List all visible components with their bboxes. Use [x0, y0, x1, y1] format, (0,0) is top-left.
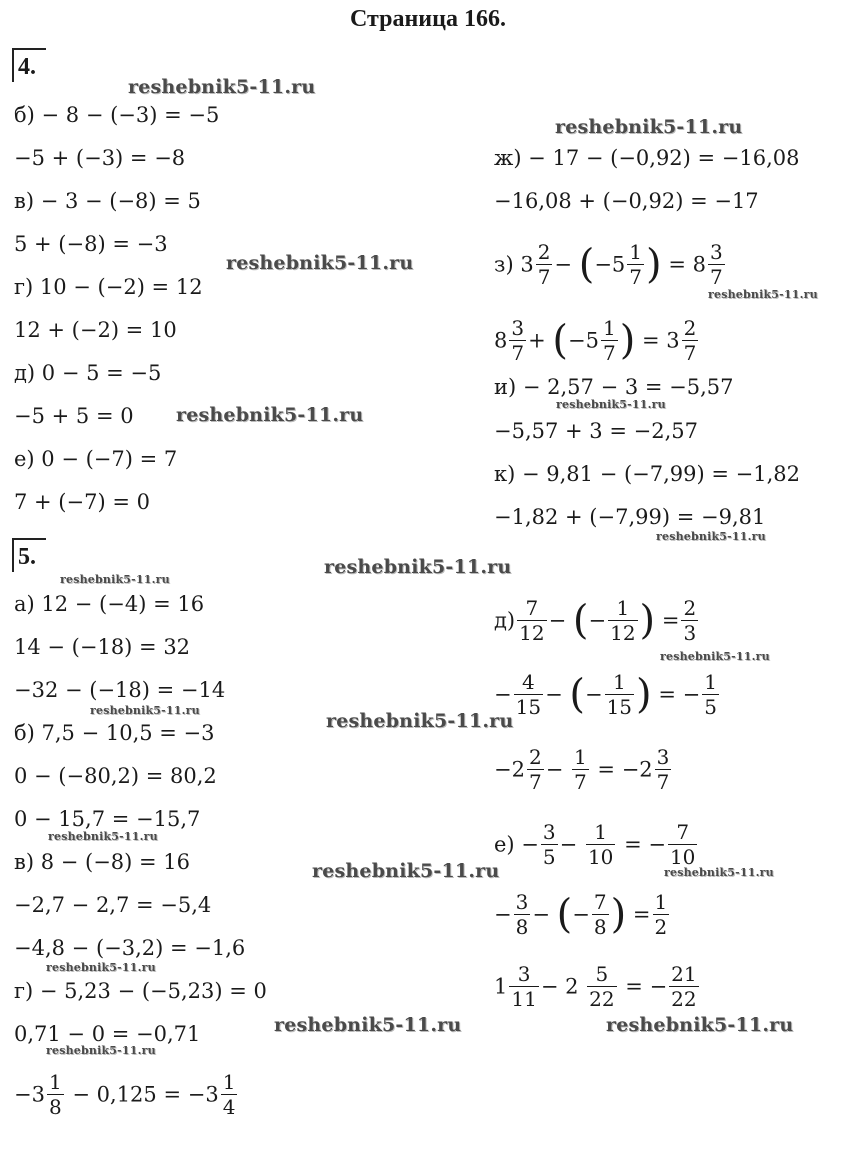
task4-k-line2: −1,82 + (−7,99) = −9,81: [494, 505, 766, 529]
watermark: reshebnik5-11.ru: [656, 530, 766, 543]
task5-b-line1: б) 7,5 − 10,5 = −3: [14, 721, 215, 745]
fraction: $\frac{2}{3}$: [683, 596, 697, 645]
task4-g-line2: 12 + (−2) = 10: [14, 318, 177, 342]
watermark: reshebnik5-11.ru: [46, 1044, 156, 1057]
task4-b-line2: −5 + (−3) = −8: [14, 146, 186, 170]
task4-d-line2: −5 + 5 = 0: [14, 404, 134, 428]
watermark: reshebnik5-11.ru: [48, 830, 158, 843]
fraction: $\frac{1}{4}$: [222, 1070, 236, 1119]
watermark: reshebnik5-11.ru: [664, 866, 774, 879]
task-5-number: 5.: [12, 538, 46, 572]
watermark: reshebnik5-11.ru: [660, 650, 770, 663]
fraction: $\frac{21}{22}$: [671, 962, 697, 1011]
task4-g-line1: г) 10 − (−2) = 12: [14, 275, 203, 299]
watermark: reshebnik5-11.ru: [606, 1014, 794, 1036]
task5-g-line2: 0,71 − 0 = −0,71: [14, 1022, 201, 1046]
watermark: reshebnik5-11.ru: [46, 961, 156, 974]
fraction: $\frac{1}{8}$: [48, 1070, 62, 1119]
watermark: reshebnik5-11.ru: [556, 398, 666, 411]
task5-v-line1: в) 8 − (−8) = 16: [14, 850, 191, 874]
fraction: $\frac{1}{2}$: [654, 890, 668, 939]
fraction: $\frac{3}{8}$: [515, 890, 529, 939]
task5-a-line3: −32 − (−18) = −14: [14, 678, 226, 702]
watermark: reshebnik5-11.ru: [708, 288, 818, 301]
fraction: $\frac{7}{8}$: [593, 890, 607, 939]
task4-v-line2: 5 + (−8) = −3: [14, 232, 168, 256]
task5-d-line2: − $\frac{4}{15}$ − (− $\frac{1}{15}$ ) = − $\frac{1}{5}$: [494, 670, 717, 719]
fraction: $\frac{1}{15}$: [606, 670, 633, 719]
task4-k-line1: к) − 9,81 − (−7,99) = −1,82: [494, 462, 801, 486]
watermark: reshebnik5-11.ru: [90, 704, 200, 717]
fraction: $\frac{1}{7}$: [574, 745, 587, 794]
watermark: reshebnik5-11.ru: [324, 556, 512, 578]
task5-b-line2: 0 − (−80,2) = 80,2: [14, 764, 217, 788]
watermark: reshebnik5-11.ru: [326, 710, 514, 732]
task4-e-line1: е) 0 − (−7) = 7: [14, 447, 178, 471]
task5-v-line2: −2,7 − 2,7 = −5,4: [14, 893, 212, 917]
task4-i-line2: −5,57 + 3 = −2,57: [494, 419, 698, 443]
fraction: $\frac{3}{7}$: [709, 240, 723, 289]
task5-d-line1: д) $\frac{7}{12}$ − (− $\frac{1}{12}$ ) = $\frac{2}{3}$: [494, 596, 697, 645]
task5-a-line1: а) 12 − (−4) = 16: [14, 592, 205, 616]
task4-zh-line2: −16,08 + (−0,92) = −17: [494, 189, 759, 213]
task5-g-line3: −3 $\frac{1}{8}$ − 0,125 = −3 $\frac{1}{4}$: [14, 1070, 236, 1119]
task5-e-line1: е) − $\frac{3}{5}$ − $\frac{1}{10}$ = − $\frac{7}{10}$: [494, 820, 696, 869]
task4-z-line2: 8 $\frac{3}{7}$ + (−5 $\frac{1}{7}$ ) = 3 $\frac{2}{7}$: [494, 316, 697, 365]
fraction: $\frac{1}{7}$: [629, 240, 643, 289]
fraction: $\frac{4}{15}$: [515, 670, 542, 719]
fraction: $\frac{1}{5}$: [704, 670, 717, 719]
watermark: reshebnik5-11.ru: [274, 1014, 462, 1036]
task4-b-line1: б) − 8 − (−3) = −5: [14, 103, 220, 127]
fraction: $\frac{7}{10}$: [669, 820, 696, 869]
fraction: $\frac{3}{7}$: [656, 745, 670, 794]
task4-z-line1: з) 3 $\frac{2}{7}$ − (−5 $\frac{1}{7}$ ) = 8 $\frac{3}{7}$: [494, 240, 723, 289]
fraction: $\frac{1}{7}$: [602, 316, 616, 365]
task-4-number: 4.: [12, 48, 46, 82]
task5-b-line3: 0 − 15,7 = −15,7: [14, 807, 201, 831]
fraction: $\frac{3}{7}$: [511, 316, 525, 365]
fraction: $\frac{3}{5}$: [542, 820, 556, 869]
task5-d-line3: −2 $\frac{2}{7}$ − $\frac{1}{7}$ = −2 $\frac{3}{7}$: [494, 745, 670, 794]
task5-e-line3: 1 $\frac{3}{11}$ − 2 $\frac{5}{22}$ = − $\frac{21}{22}$: [494, 962, 697, 1011]
fraction: $\frac{1}{12}$: [610, 596, 636, 645]
task4-zh-line1: ж) − 17 − (−0,92) = −16,08: [494, 146, 800, 170]
task4-d-line1: д) 0 − 5 = −5: [14, 361, 162, 385]
fraction: $\frac{7}{12}$: [519, 596, 545, 645]
watermark: reshebnik5-11.ru: [312, 860, 500, 882]
watermark: reshebnik5-11.ru: [128, 76, 316, 98]
task5-e-line2: − $\frac{3}{8}$ − (− $\frac{7}{8}$ ) = $\frac{1}{2}$: [494, 890, 668, 939]
watermark: reshebnik5-11.ru: [555, 116, 743, 138]
task4-v-line1: в) − 3 − (−8) = 5: [14, 189, 201, 213]
task5-a-line2: 14 − (−18) = 32: [14, 635, 191, 659]
fraction: $\frac{2}{7}$: [683, 316, 697, 365]
task5-g-line1: г) − 5,23 − (−5,23) = 0: [14, 979, 267, 1003]
watermark: reshebnik5-11.ru: [176, 404, 364, 426]
task5-v-line3: −4,8 − (−3,2) = −1,6: [14, 936, 246, 960]
task4-i-line1: и) − 2,57 − 3 = −5,57: [494, 375, 734, 399]
fraction: $\frac{2}{7}$: [528, 745, 542, 794]
fraction: $\frac{5}{22}$: [589, 962, 615, 1011]
watermark: reshebnik5-11.ru: [60, 573, 170, 586]
fraction: $\frac{3}{11}$: [511, 962, 537, 1011]
fraction: $\frac{2}{7}$: [537, 240, 551, 289]
watermark: reshebnik5-11.ru: [226, 252, 414, 274]
page-title: Страница 166.: [350, 6, 506, 32]
fraction: $\frac{1}{10}$: [587, 820, 614, 869]
task4-e-line2: 7 + (−7) = 0: [14, 490, 150, 514]
